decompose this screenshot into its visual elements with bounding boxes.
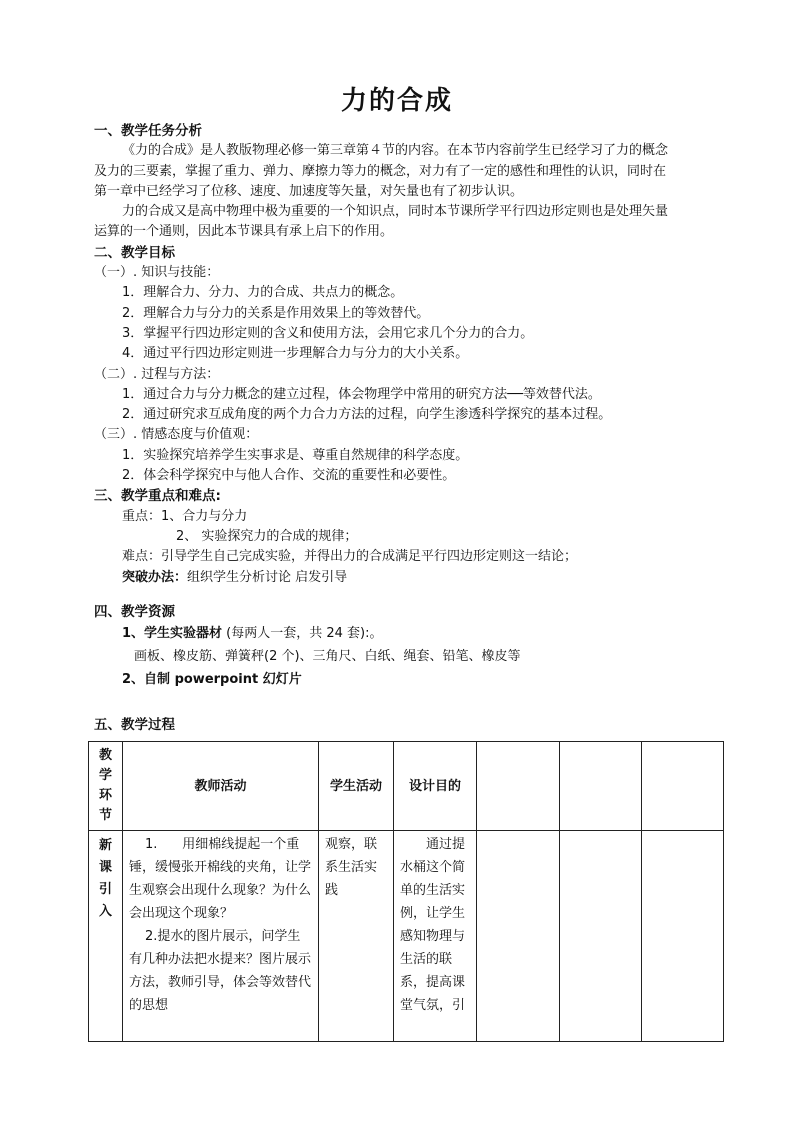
stage-cell bbox=[89, 831, 123, 1042]
resource-item-1 bbox=[94, 622, 720, 645]
empty-cell bbox=[642, 831, 724, 1042]
header-stage-char: 学 bbox=[98, 768, 112, 783]
empty-cell bbox=[642, 742, 724, 831]
s2-sub1-item-1: 1．理解合力、分力、力的合成、共点力的概念。 bbox=[122, 285, 404, 301]
section-4-heading: 四、教学资源 bbox=[94, 603, 175, 620]
design-purpose-text: 通过提水桶这个简单的生活实例，让学生感知物理与生活的联系，提高课堂气氛，引 bbox=[400, 837, 466, 1013]
s2-sub3-item-1: 1．实验探究培养学生实事求是、尊重自然规律的科学态度。 bbox=[122, 447, 469, 463]
table-header-row bbox=[89, 742, 724, 831]
s1-p1-line-1: 《力的合成》是人教版物理必修一第三章第４节的内容。在本节内容前学生已经学习了力的概念 bbox=[122, 143, 669, 159]
table-row bbox=[89, 831, 724, 1042]
header-design-purpose: 设计目的 bbox=[394, 742, 477, 831]
teacher-activity-cell bbox=[123, 831, 319, 1042]
header-stage-char: 节 bbox=[98, 808, 112, 823]
document-body bbox=[94, 121, 720, 735]
stage-char: 新 bbox=[98, 838, 112, 853]
empty-cell bbox=[477, 831, 560, 1042]
header-stage-char: 教 bbox=[98, 748, 112, 763]
resource-item-1-text: (每两人一套，共 24 套):。 bbox=[222, 626, 383, 642]
student-activity-cell: 观察，联系生活实践 bbox=[319, 831, 394, 1042]
s1-p1-line-2: 及力的三要素，掌握了重力、弹力、摩擦力等力的概念，对力有了一定的感性和理性的认识，同时在 bbox=[94, 163, 667, 179]
teaching-process-table bbox=[88, 741, 724, 1042]
teacher-activity-1: 1. 用细棉线提起一个重锤，缓慢张开棉线的夹角，让学生观察会出现什么现象？为什么会出现这个现象？ bbox=[129, 837, 312, 921]
key-point-2: 2、 实验探究力的合成的规律； bbox=[176, 528, 358, 544]
stage-char: 课 bbox=[98, 860, 112, 875]
s2-sub1-item-4: 4．通过平行四边形定则进一步理解合力与分力的大小关系。 bbox=[122, 346, 469, 362]
breakthrough-label: 突破办法： bbox=[122, 569, 188, 585]
header-teacher-activity: 教师活动 bbox=[123, 742, 319, 831]
header-student-activity: 学生活动 bbox=[319, 742, 394, 831]
s2-sub1-item-3: 3．掌握平行四边形定则的含义和使用方法，会用它求几个分力的合力。 bbox=[122, 325, 534, 341]
s1-p2-line-1: 力的合成又是高中物理中极为重要的一个知识点，同时本节课所学平行四边形定则也是处理矢量 bbox=[122, 204, 669, 220]
s2-sub3-item-2: 2．体会科学探究中与他人合作、交流的重要性和必要性。 bbox=[122, 468, 456, 484]
s2-sub2-item-1: 1．通过合力与分力概念的建立过程，体会物理学中常用的研究方法──等效替代法。 bbox=[122, 386, 601, 402]
header-stage-cell bbox=[89, 742, 123, 831]
teacher-activity-2: 2.提水的图片展示，问学生有几种办法把水提来？图片展示方法，教师引导，体会等效替代的思想 bbox=[129, 929, 312, 1013]
s2-sub2-item-2: 2．通过研究求互成角度的两个力合力方法的过程，向学生渗透科学探究的基本过程。 bbox=[122, 407, 612, 423]
resource-item-1-label: 1、学生实验器材 bbox=[122, 626, 223, 642]
design-purpose-cell bbox=[394, 831, 477, 1042]
breakthrough-method bbox=[94, 568, 720, 588]
s2-sub1-heading: （一）. 知识与技能： bbox=[94, 265, 220, 281]
empty-cell bbox=[560, 742, 642, 831]
s1-p2-line-2: 运算的一个通则，因此本节课具有承上启下的作用。 bbox=[94, 224, 394, 240]
section-1-heading: 一、教学任务分析 bbox=[94, 123, 202, 139]
key-point-1: 重点：1、合力与分力 bbox=[122, 508, 248, 524]
s1-p1-line-3: 第一章中已经学习了位移、速度、加速度等矢量，对矢量也有了初步认识。 bbox=[94, 183, 524, 199]
s2-sub1-item-2: 2．理解合力与分力的关系是作用效果上的等效替代。 bbox=[122, 305, 430, 321]
breakthrough-text: 组织学生分析讨论 启发引导 bbox=[187, 569, 348, 585]
section-3-heading: 三、教学重点和难点: bbox=[94, 488, 221, 505]
stage-char: 引 bbox=[98, 882, 112, 897]
s2-sub2-heading: （二）. 过程与方法： bbox=[94, 366, 220, 382]
section-2-heading: 二、教学目标 bbox=[94, 244, 175, 261]
difficulty: 难点：引导学生自己完成实验，并得出力的合成满足平行四边形定则这一结论； bbox=[122, 549, 578, 565]
resource-item-1-list: 画板、橡皮筋、弹簧秤(2 个)、三角尺、白纸、绳套、铅笔、橡皮等 bbox=[134, 649, 521, 665]
empty-cell bbox=[560, 831, 642, 1042]
s2-sub3-heading: （三）. 情感态度与价值观： bbox=[94, 427, 259, 443]
document-title: 力的合成 bbox=[340, 86, 453, 116]
empty-cell bbox=[477, 742, 560, 831]
resource-item-2: 2、自制 powerpoint 幻灯片 bbox=[122, 672, 302, 688]
section-5-heading: 五、教学过程 bbox=[94, 717, 175, 734]
header-stage-char: 环 bbox=[98, 788, 112, 803]
stage-char: 入 bbox=[98, 904, 112, 919]
